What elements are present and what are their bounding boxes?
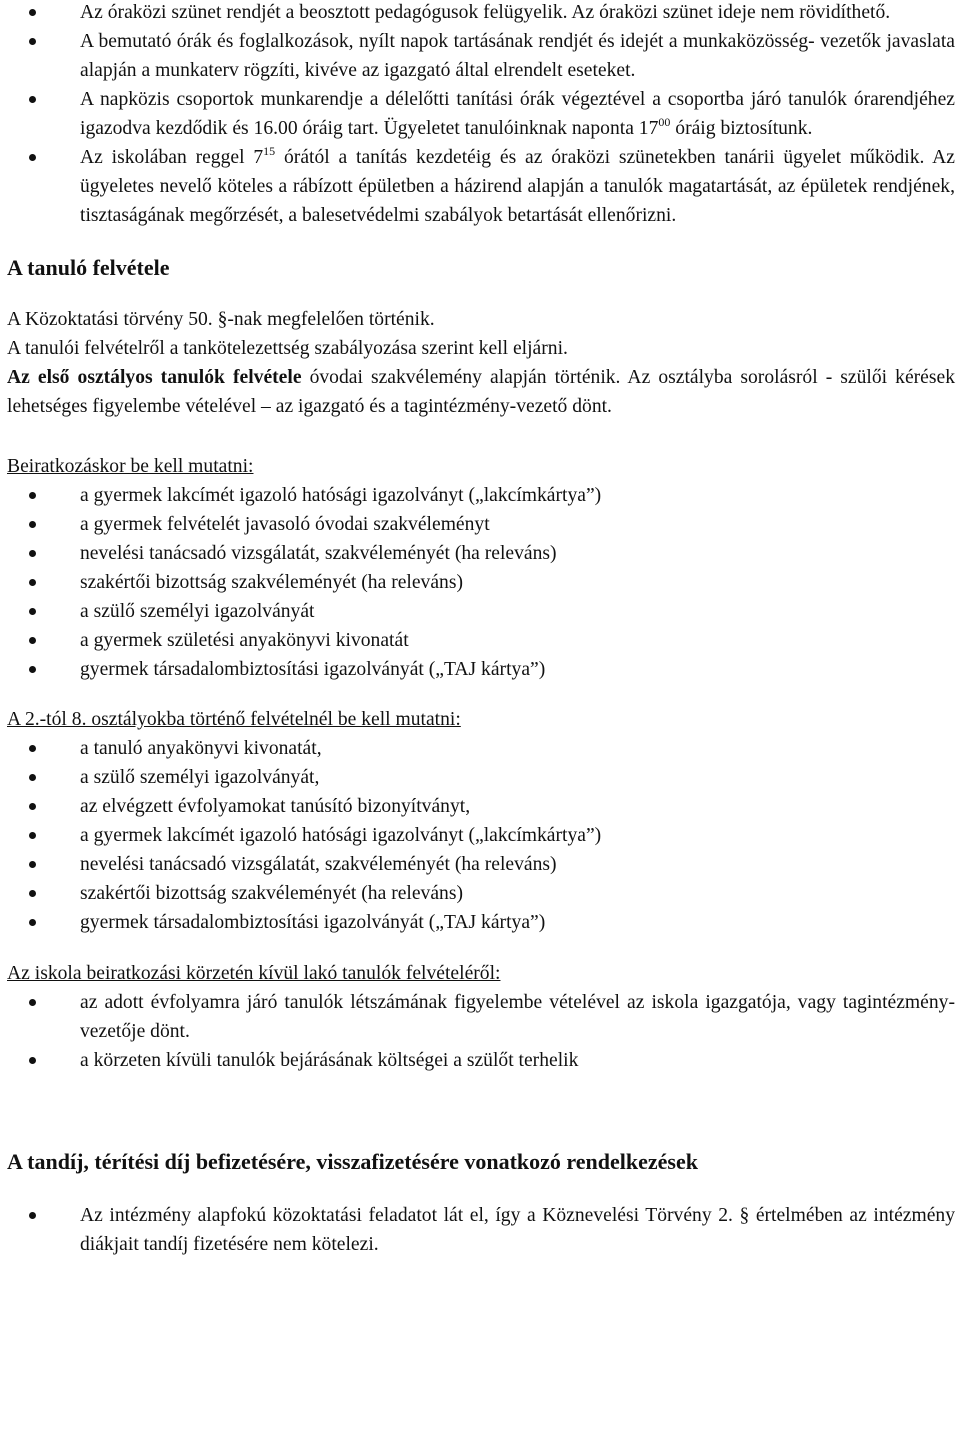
section-heading-admission: A tanuló felvétele — [7, 255, 170, 280]
superscript: 15 — [263, 144, 276, 158]
list-item: a körzeten kívüli tanulók bejárásának költségei a szülőt terhelik — [7, 1046, 955, 1075]
outside-district-heading: Az iskola beiratkozási körzetén kívül lakó tanulók felvételéről: — [7, 963, 501, 984]
fees-list — [7, 1201, 955, 1259]
list-item: Az óraközi szünet rendjét a beosztott pedagógusok felügyelik. Az óraközi szünet ideje nem rövidíthető. — [7, 0, 955, 27]
list-item: szakértői bizottság szakvéleményét (ha releváns) — [7, 879, 955, 908]
first-grade-lead: Az első osztályos tanulók felvétele — [7, 367, 302, 388]
list-item: a gyermek felvételét javasoló óvodai szakvéleményt — [7, 510, 955, 539]
list-item: nevelési tanácsadó vizsgálatát, szakvéleményét (ha releváns) — [7, 539, 955, 568]
enrollment-list — [7, 481, 955, 684]
list-item: a gyermek születési anyakönyvi kivonatát — [7, 626, 955, 655]
admission-law-line: A Közoktatási törvény 50. §-nak megfelelően történik. — [7, 309, 435, 330]
grades-heading: A 2.-tól 8. osztályokba történő felvételnél be kell mutatni: — [7, 709, 461, 730]
outside-district-list — [7, 988, 955, 1075]
list-item: az adott évfolyamra járó tanulók létszámának figyelembe vételével az iskola igazgatója, vagy tagintézmény- vezetője dönt. — [7, 988, 955, 1046]
list-item: szakértői bizottság szakvéleményét (ha releváns) — [7, 568, 955, 597]
section-heading-fees: A tandíj, térítési díj befizetésére, visszafizetésére vonatkozó rendelkezések — [7, 1149, 698, 1174]
superscript: 00 — [658, 115, 671, 129]
list-item: Az intézmény alapfokú közoktatási feladatot lát el, így a Köznevelési Törvény 2. § értelmében az intézmény diákjait tandíj fizetésére nem kötelezi. — [7, 1201, 955, 1259]
top-bullet-list — [7, 0, 955, 230]
list-item: gyermek társadalombiztosítási igazolványát („TAJ kártya”) — [7, 908, 955, 937]
document-page — [7, 0, 955, 1259]
list-item: gyermek társadalombiztosítási igazolványát („TAJ kártya”) — [7, 655, 955, 684]
list-item: a szülő személyi igazolványát, — [7, 763, 955, 792]
list-item: Az iskolában reggel $7^{15}$ órától a tanítás kezdetéig és az óraközi szünetekben tanárii ügyelet működik. Az ügyeletes nevelő köteles a rábízott épületben a házirend alapján a tanulók magatartását, az épületek rendjének, tisztaságának megőrzését, a balesetvédelmi szabályok betartását ellenőrizni. — [7, 143, 955, 230]
list-item: a gyermek lakcímét igazoló hatósági igazolványt („lakcímkártya”) — [7, 821, 955, 850]
list-item: a gyermek lakcímét igazoló hatósági igazolványt („lakcímkártya”) — [7, 481, 955, 510]
list-item: A bemutató órák és foglalkozások, nyílt napok tartásának rendjét és idejét a munkaközösség- vezetők javaslata alapján a munkaterv rögzíti, kivéve az igazgató által elrendelt eseteket. — [7, 27, 955, 85]
first-grade-paragraph: Az első osztályos tanulók felvétele óvodai szakvélemény alapján történik. Az osztályba sorolásról - szülői kérések lehetséges figyelembe vételével – az igazgató és a tagintézmény-vezető dönt. — [7, 367, 955, 417]
list-item: A napközis csoportok munkarendje a délelőtti tanítási órák végeztével a csoportba járó tanulók órarendjéhez igazodva kezdődik és 16.00 óráig tart. Ügyeletet tanulóinknak naponta $17^{00}$ óráig biztosítunk. — [7, 85, 955, 143]
list-item: az elvégzett évfolyamokat tanúsító bizonyítványt, — [7, 792, 955, 821]
enrollment-heading: Beiratkozáskor be kell mutatni: — [7, 456, 254, 477]
list-item: a szülő személyi igazolványát — [7, 597, 955, 626]
list-item: a tanuló anyakönyvi kivonatát, — [7, 734, 955, 763]
list-item: nevelési tanácsadó vizsgálatát, szakvéleményét (ha releváns) — [7, 850, 955, 879]
admission-duty-line: A tanulói felvételről a tankötelezettség szabályozása szerint kell eljárni. — [7, 338, 568, 359]
grades-list — [7, 734, 955, 937]
